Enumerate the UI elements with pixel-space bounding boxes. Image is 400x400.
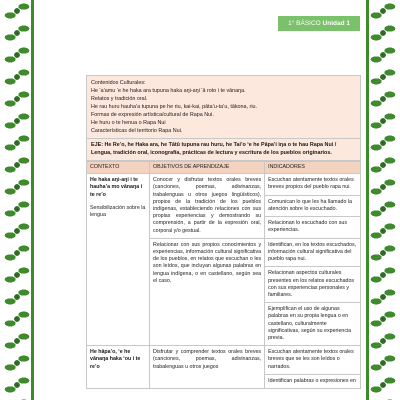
column-header-indicators: INDICADORES xyxy=(265,162,361,174)
learning-objectives-table xyxy=(86,161,361,389)
cultural-line: Formas de expresión artística/cultural de Rapa Nui. xyxy=(91,112,214,118)
table-row xyxy=(87,346,361,389)
table-row xyxy=(87,174,361,239)
planning-document xyxy=(86,75,361,389)
column-header-context: CONTEXTO xyxy=(87,162,150,174)
indicators-cell xyxy=(265,174,361,239)
column-header-objectives: OBJETIVOS DE APRENDIZAJE xyxy=(150,162,265,174)
context-title: He hāpa’o, ‘e he vānaŋa haka ‘ou i te re’o xyxy=(90,349,141,370)
cultural-line: Relatos y tradición oral. xyxy=(91,96,148,102)
context-subtitle: Sensibilización sobre la lengua xyxy=(90,204,146,219)
decorative-border-right xyxy=(366,0,400,400)
indicators-cell xyxy=(265,238,361,345)
indicator-item: Relacionan aspectos culturales presentes en los relatos escuchados con sus experiencias personales y familiares. xyxy=(265,267,360,303)
indicator-item: Comunican lo que les ha llamado la atención sobre lo escuchado. xyxy=(265,196,360,217)
objective-cell: Conocer y disfrutar textos orales breves (canciones, poemas, adivinanzas, trabalenguas u otros juegos lingüísticos), propios de la tradición de los pueblos indígenas, estableciendo relaciones con sus propias experiencias y demostrando su comprensión, a partir de la expresión oral, corporal y/o gestual. xyxy=(150,174,265,239)
cultural-line: Características del territorio Rapa Nui. xyxy=(91,128,183,134)
eje-box: EJE: He Re’o, he Haka ara, he Tātū tupuna rau huru, he Tai’o ‘e he Pāpa’i iŋa o te hau Rapa Nui / Lengua, tradición oral, iconografía, prácticas de lectura y escritura de los pueblos originarios. xyxy=(86,139,361,161)
indicator-item: Escuchan atentamente textos orales breves propios del pueblo rapa nui. xyxy=(265,174,360,195)
context-title: He haka aŋi-aŋi i te hauha’a mo vānaŋa i te re’o xyxy=(90,177,143,198)
course-label: 1° BÁSICO xyxy=(288,20,321,27)
indicator-item: Escuchan atentamente textos orales breves que se les son leídos o narrados. xyxy=(265,346,360,375)
indicator-item: Ejemplifican el uso de algunas palabras en su propia lengua o en castellano, culturalmente significativas, según su experiencia previa. xyxy=(268,306,352,342)
course-unit-tab xyxy=(278,16,360,31)
cultural-line: He ‘a’amu ‘e he haka ara tupuna haka aŋi-aŋi ‘ā roto i te vānaŋa. xyxy=(91,88,246,94)
unit-label: Unidad 1 xyxy=(322,20,350,27)
indicators-cell xyxy=(265,346,361,389)
indicator-item: Identifican, en los textos escuchados, información cultural significativa del pueblo rapa nui. xyxy=(265,239,360,268)
cultural-line: He rau huru hauha’a tupuna pe he riu, kai-kai, pāta’u-ta’u, tākona, riu. xyxy=(91,104,258,110)
objective-cell: Disfrutar y comprender textos orales breves (canciones, poemas, adivinanzas, trabalenguas u otros juegos xyxy=(150,346,265,389)
indicator-item: Identifican palabras o expresiones en xyxy=(268,377,356,384)
decorative-border-left xyxy=(0,0,34,400)
cultural-contents-box xyxy=(86,75,361,139)
cultural-contents-title: Contenidos Culturales: xyxy=(91,80,146,86)
objective-cell: Relacionar con sus propios conocimientos y experiencias, información cultural significativa de los pueblos, en relatos que escuchan o les son leídos, que incluyan algunas palabras en lengua indígena, o en castellano, según sea el caso. xyxy=(150,238,265,345)
indicator-item: Relacionan lo escuchado con sus experiencias. xyxy=(268,220,348,234)
cultural-line: He huru o te henua o Rapa Nui xyxy=(91,120,166,126)
context-cell xyxy=(87,174,150,346)
context-cell xyxy=(87,346,150,389)
